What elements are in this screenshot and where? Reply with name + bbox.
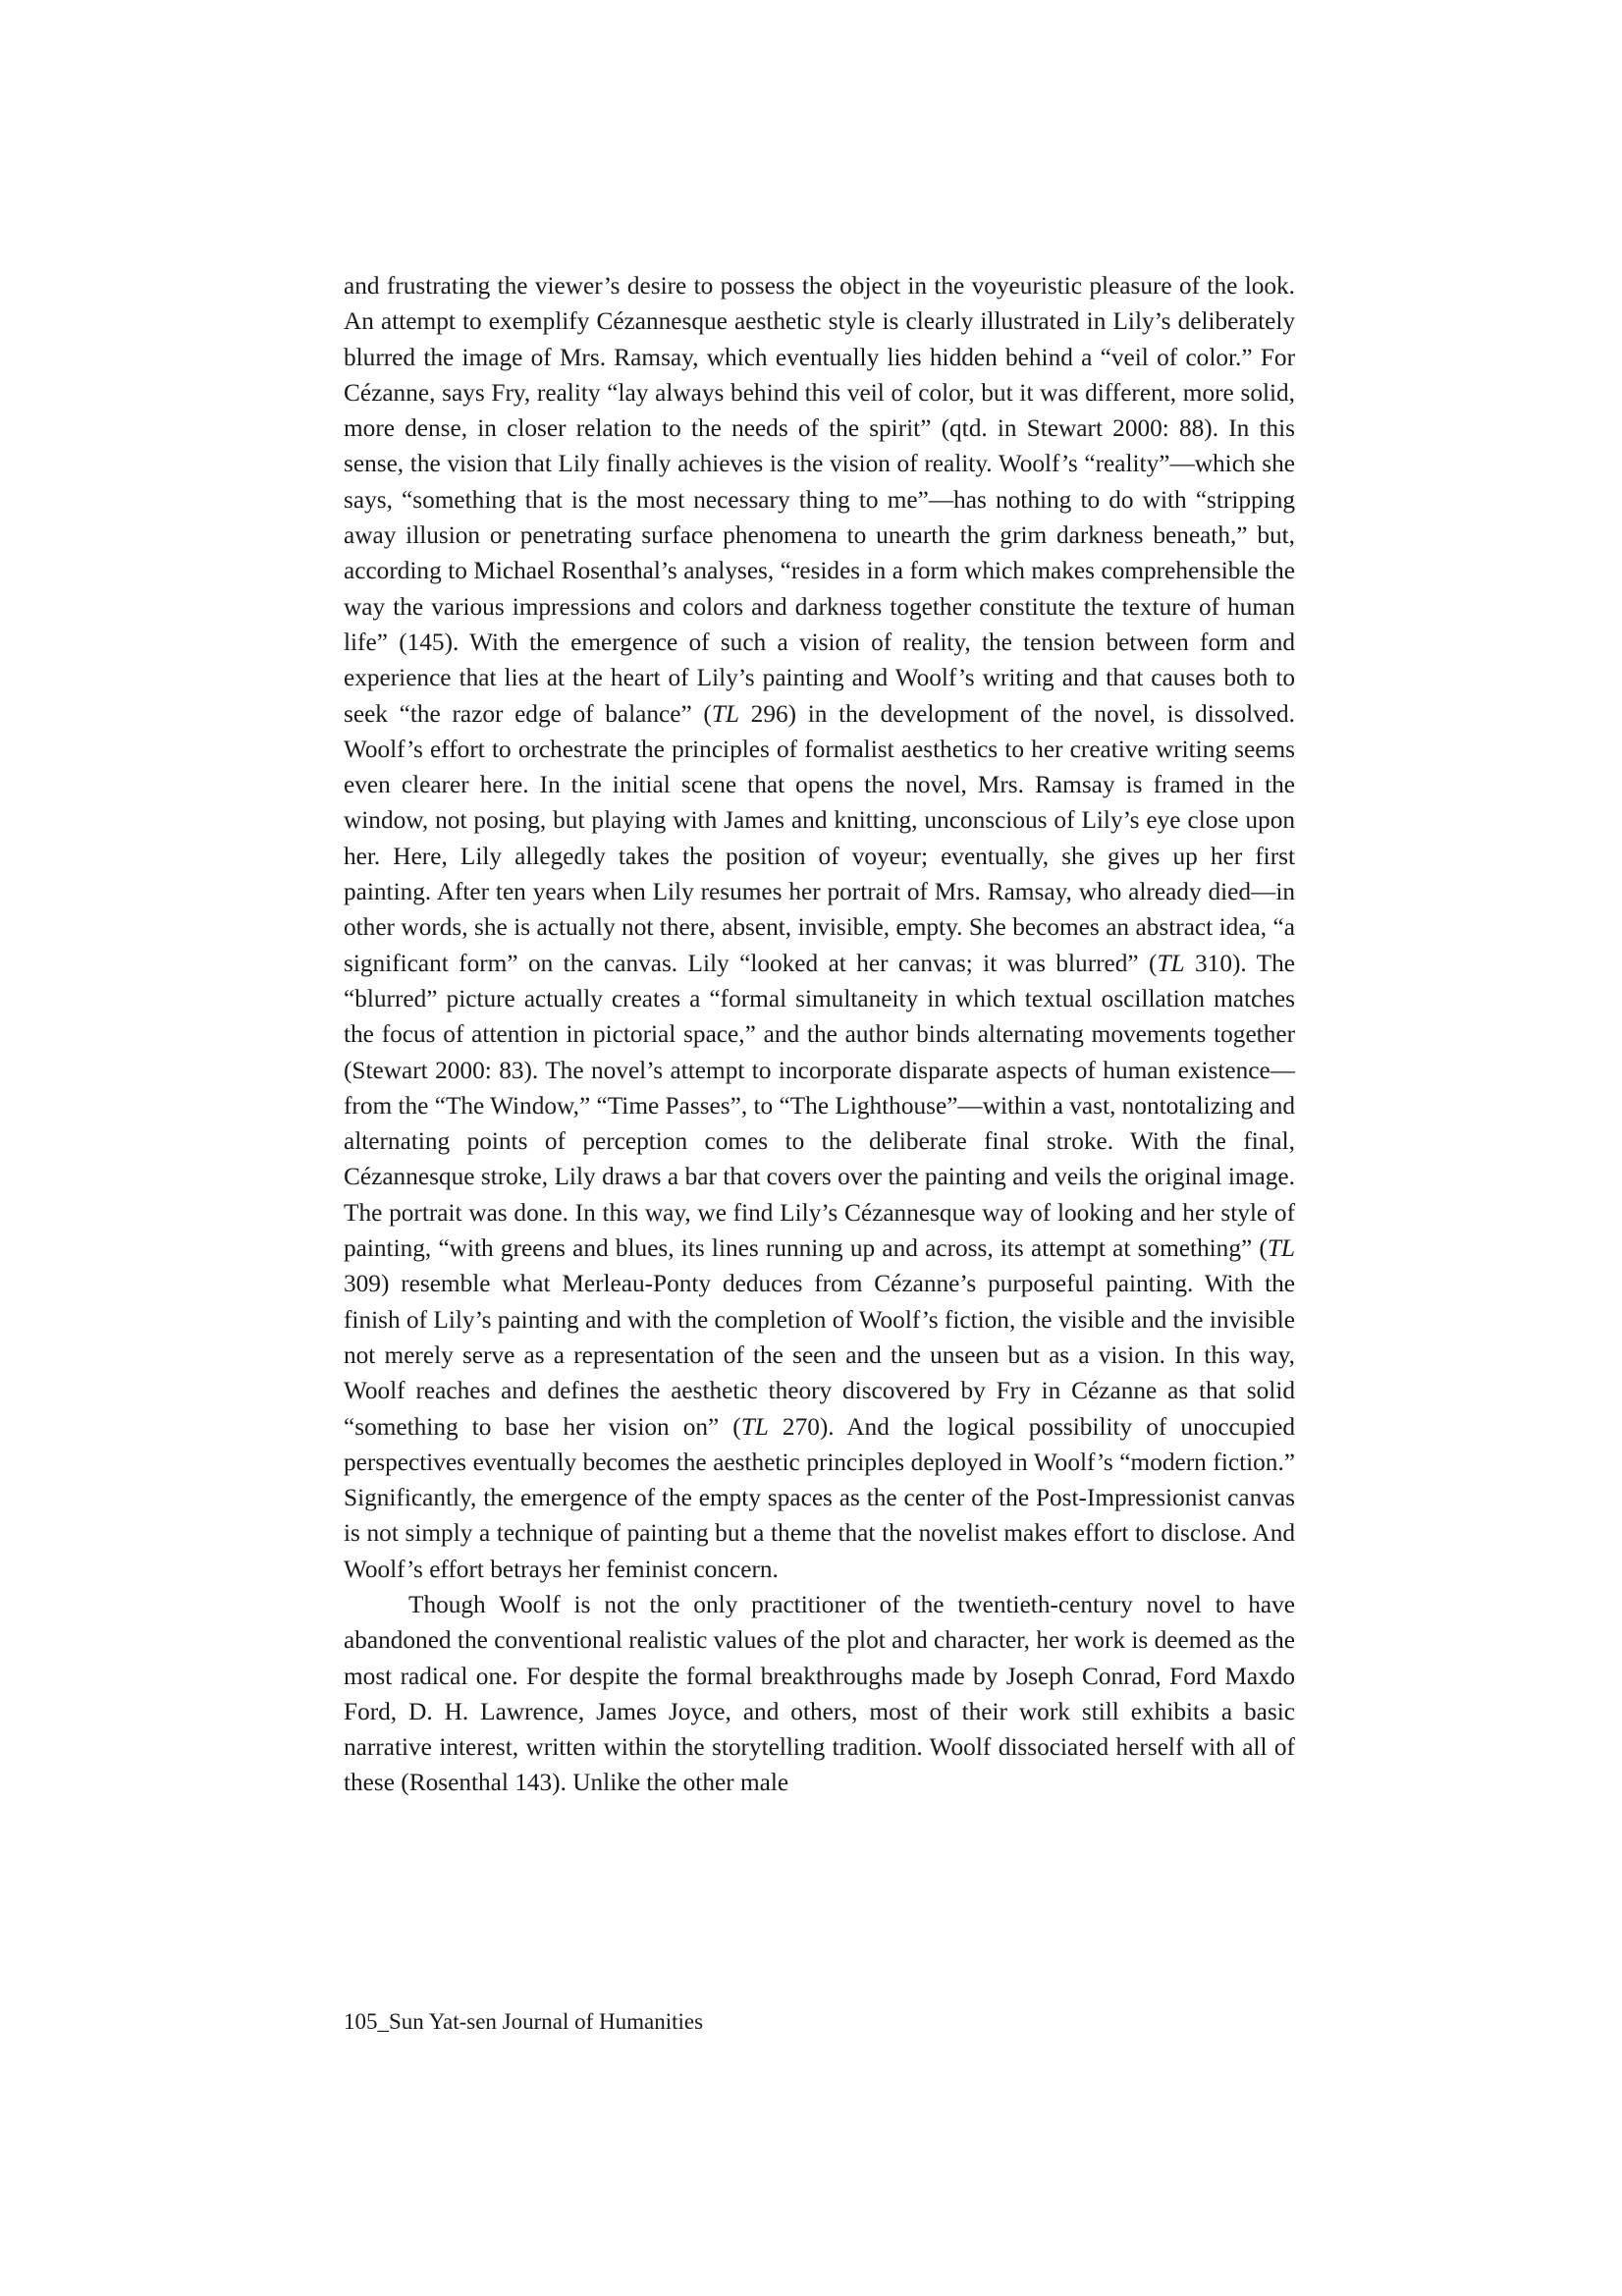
paragraph-1-text-1: and frustrating the viewer’s desire to possess the object in the voyeuristic pleasure of the look. An attempt to exemplify Cézannesque aesthetic style is clearly illustrated in Lily’s deliberately blurred the image of Mrs. Ramsay, which eventually lies hidden behind a “veil of color.” For Cézanne, says Fry, reality “lay always behind this veil of color, but it was different, more solid, more dense, in closer relation to the needs of the spirit” (qtd. in Stewart 2000: 88). In this sense, the vision that Lily finally achieves is the vision of reality. Woolf’s “reality”—which she says, “something that is the most necessary thing to me”—has nothing to do with “stripping away illusion or penetrating surface phenomena to unearth the grim darkness beneath,” but, according to Michael Rosenthal’s analyses, “resides in a form which makes comprehensible the way the various impressions and colors and darkness together constitute the texture of human life” (145). With the emergence of such a vision of reality, the tension between form and experience that lies at the heart of Lily’s painting and Woolf’s writing and that causes both to seek “the razor edge of balance” ( [344, 272, 1295, 728]
citation-tl: TL [740, 1412, 769, 1441]
citation-tl: TL [1267, 1234, 1295, 1263]
paragraph-1-text-3: 310). The “blurred” picture actually creates a “formal simultaneity in which textual oscillation matches the focus of attention in pictorial space,” and the author binds alternating movements together (Stewart 2000: 83). The novel’s attempt to incorporate disparate aspects of human existence—from the “The Window,” “Time Passes”, to “The Lighthouse”—within a vast, nontotalizing and alternating points of perception comes to the deliberate final stroke. With the final, Cézannesque stroke, Lily draws a bar that covers over the painting and veils the original image. The portrait was done. In this way, we find Lily’s Cézannesque way of looking and her style of painting, “with greens and blues, its lines running up and across, its attempt at something” ( [344, 949, 1295, 1263]
citation-tl: TL [711, 699, 739, 728]
page-footer: 105_Sun Yat-sen Journal of Humanities [344, 2009, 704, 2034]
paragraph-1 [344, 268, 1295, 1587]
body-text [344, 268, 1295, 1801]
paragraph-2: Though Woolf is not the only practitioner of the twentieth-century novel to have abandoned the conventional realistic values of the plot and character, her work is deemed as the most radical one. For despite the formal breakthroughs made by Joseph Conrad, Ford Maxdo Ford, D. H. Lawrence, James Joyce, and others, most of their work still exhibits a basic narrative interest, written within the storytelling tradition. Woolf dissociated herself with all of these (Rosenthal 143). Unlike the other male [344, 1590, 1295, 1797]
citation-tl: TL [1157, 949, 1185, 977]
paragraph-1-text-4: 309) resemble what Merleau-Ponty deduces from Cézanne’s purposeful painting. With the finish of Lily’s painting and with the completion of Woolf’s fiction, the visible and the invisible not merely serve as a representation of the seen and the unseen but as a vision. In this way, Woolf reaches and defines the aesthetic theory discovered by Fry in Cézanne as that solid “something to base her vision on” ( [344, 1270, 1295, 1441]
paragraph-1-text-2: 296) in the development of the novel, is dissolved. Woolf’s effort to orchestrate the principles of formalist aesthetics to her creative writing seems even clearer here. In the initial scene that opens the novel, Mrs. Ramsay is framed in the window, not posing, but playing with James and knitting, unconscious of Lily’s eye close upon her. Here, Lily allegedly takes the position of voyeur; eventually, she gives up her first painting. After ten years when Lily resumes her portrait of Mrs. Ramsay, who already died—in other words, she is actually not there, absent, invisible, empty. She becomes an abstract idea, “a significant form” on the canvas. Lily “looked at her canvas; it was blurred” ( [344, 699, 1295, 977]
paragraph-1-text-5: 270). And the logical possibility of unoccupied perspectives eventually becomes the aesthetic principles deployed in Woolf’s “modern fiction.” Significantly, the emergence of the empty spaces as the center of the Post-Impressionist canvas is not simply a technique of painting but a theme that the novelist makes effort to disclose. And Woolf’s effort betrays her feminist concern. [344, 1412, 1295, 1583]
